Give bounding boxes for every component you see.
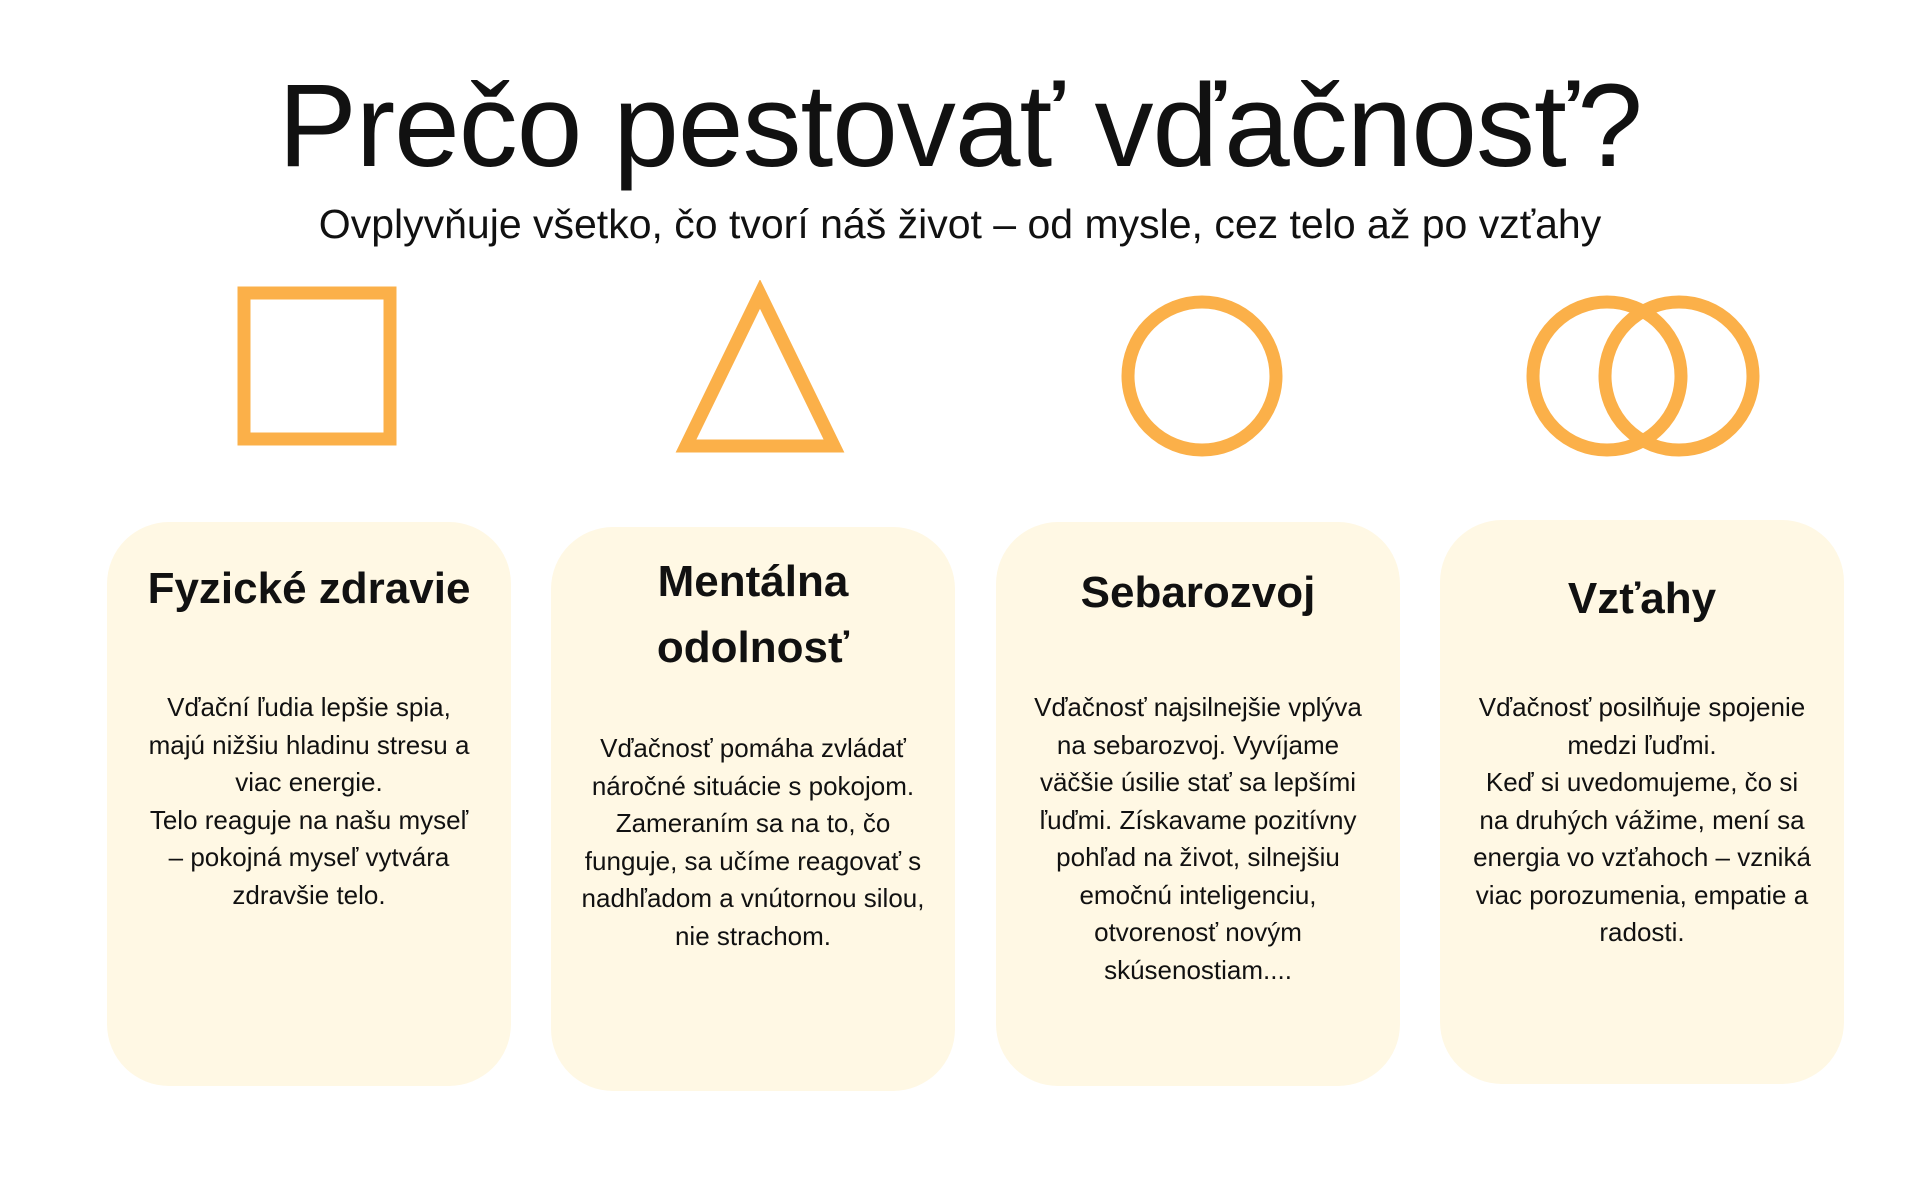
card-text: Vďační ľudia lepšie spia, majú nižšiu hladinu stresu a viac energie. Telo reaguje na našu myseľ – pokojná myseľ vytvára zdravšie telo. (148, 692, 470, 910)
square-icon (188, 280, 428, 480)
card-text: Vďačnosť pomáha zvládať náročné situácie s pokojom. Zameraním sa na to, čo funguje, sa učíme reagovať s nadhľadom a vnútornou silou, nie strachom. (581, 733, 925, 951)
interlocking-rings-icon (1523, 280, 1763, 480)
card-relationships (1440, 520, 1844, 1084)
page-title: Prečo pestovať vďačnosť? (278, 60, 1642, 192)
triangle-icon (640, 280, 880, 480)
card-title: Vzťahy (1567, 574, 1717, 623)
circle-icon (1082, 280, 1322, 480)
card-title: Mentálna odolnosť (656, 557, 850, 672)
page-subtitle: Ovplyvňuje všetko, čo tvorí náš život – od mysle, cez telo až po vzťahy (318, 201, 1602, 247)
card-title: Sebarozvoj (1080, 568, 1316, 617)
card-text: Vďačnosť najsilnejšie vplýva na sebarozvoj. Vyvíjame väčšie úsilie stať sa lepšími ľuďmi. Získavame pozitívny pohľad na život, silnejšiu emočnú inteligenciu, otvorenosť novým skúsenostiam.... (1034, 692, 1362, 985)
card-text: Vďačnosť posilňuje spojenie medzi ľuďmi. Keď si uvedomujeme, čo si na druhých vážime, mení sa energia vo vzťahoch – vzniká viac porozumenia, empatie a radosti. (1473, 692, 1811, 947)
card-physical-health (107, 522, 511, 1086)
card-self-development (996, 522, 1400, 1086)
card-mental-resilience (551, 527, 955, 1091)
card-title: Fyzické zdravie (147, 564, 471, 613)
